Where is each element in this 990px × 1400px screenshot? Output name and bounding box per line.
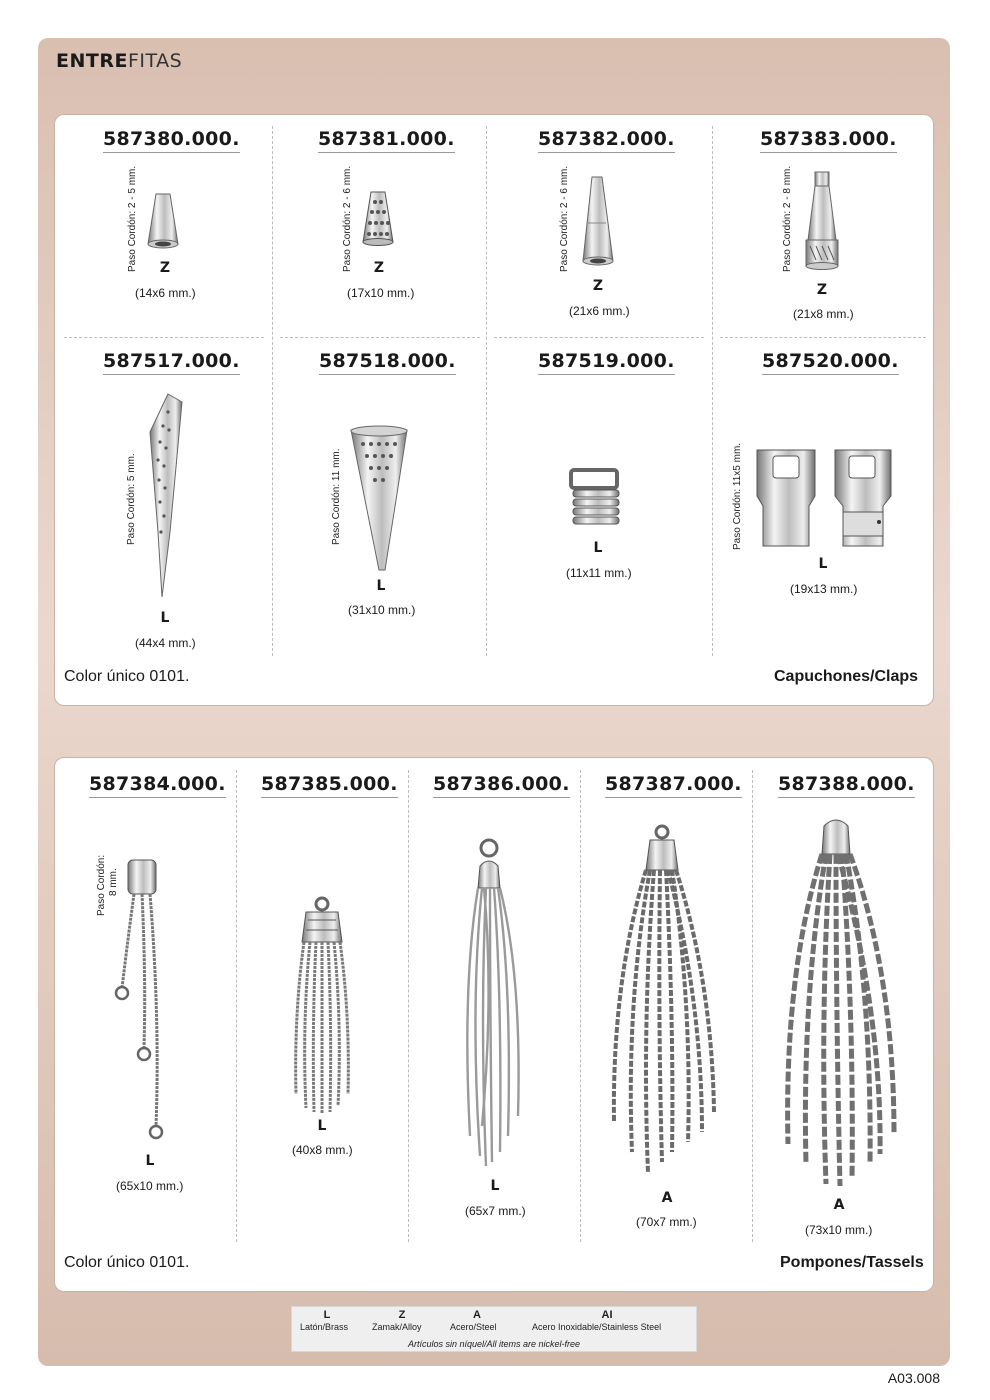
cord-label: Paso Cordón: 2 - 5 mm.	[127, 165, 138, 272]
material-code: L	[317, 1118, 327, 1134]
separator	[408, 770, 409, 1242]
product-code: 587520.000.	[762, 350, 899, 375]
material-code: A	[833, 1197, 845, 1213]
size-label: (70x7 mm.)	[636, 1215, 697, 1229]
category-label: Pompones/Tassels	[780, 1254, 924, 1271]
cord-label: Paso Cordón: 2 - 6 mm.	[559, 165, 570, 272]
size-label: (14x6 mm.)	[135, 286, 196, 300]
legend-abbr: AI	[601, 1309, 613, 1321]
material-code: Z	[592, 278, 604, 294]
legend-name: Zamak/Alloy	[372, 1322, 422, 1332]
product-code: 587381.000.	[318, 128, 455, 153]
product-code: 587386.000.	[433, 773, 570, 798]
filigree-cap-image	[360, 190, 396, 250]
chain-pendant-image	[112, 858, 172, 1148]
separator	[64, 337, 264, 338]
brand-light: FITAS	[127, 50, 183, 72]
long-perforated-cap-image	[146, 392, 186, 602]
cord-label-line1: Paso Cordón:	[96, 854, 107, 916]
tall-cone-cap-image	[580, 175, 616, 269]
product-code: 587380.000.	[103, 128, 240, 153]
material-code: L	[145, 1153, 155, 1169]
product-code: 587517.000.	[103, 350, 240, 375]
large-link-tassel-image	[776, 814, 908, 1192]
legend-name: Latón/Brass	[300, 1322, 349, 1332]
material-code: L	[818, 556, 828, 572]
material-code: L	[593, 540, 603, 556]
product-code: 587388.000.	[778, 773, 915, 798]
cord-label: Paso Cordón: 11 mm.	[331, 448, 342, 545]
color-note: Color único 0101.	[64, 1254, 190, 1271]
page-number: A03.008	[887, 1370, 940, 1386]
legend-note: Artículos sin níquel/All items are nickel-free	[407, 1339, 581, 1349]
separator	[712, 126, 713, 656]
separator	[280, 337, 480, 338]
size-label: (19x13 mm.)	[790, 582, 858, 596]
product-code: 587383.000.	[760, 128, 897, 153]
cord-label: Paso Cordón: 5 mm.	[126, 453, 137, 545]
wide-perforated-cone-image	[349, 424, 411, 574]
material-code: Z	[373, 260, 385, 276]
separator	[236, 770, 237, 1242]
separator	[720, 337, 926, 338]
separator	[752, 770, 753, 1242]
brand-bold: ENTRE	[56, 50, 128, 72]
cord-label: Paso Cordón: 2 - 6 mm.	[342, 165, 353, 272]
size-label: (21x8 mm.)	[793, 307, 854, 321]
snake-chain-tassel-image	[456, 836, 536, 1172]
size-label: (40x8 mm.)	[292, 1143, 353, 1157]
separator	[580, 770, 581, 1242]
product-code: 587387.000.	[605, 773, 742, 798]
separator	[486, 126, 487, 656]
cord-label-line2: 8 mm.	[108, 868, 119, 896]
material-legend	[291, 1306, 697, 1352]
cone-cap-image	[146, 192, 180, 252]
size-label: (21x6 mm.)	[569, 304, 630, 318]
legend-abbr: L	[323, 1309, 331, 1321]
category-label: Capuchones/Claps	[774, 668, 919, 685]
brand-title	[56, 50, 182, 72]
material-code: A	[661, 1190, 673, 1206]
material-code: L	[490, 1178, 500, 1194]
color-note: Color único 0101.	[64, 668, 190, 685]
curb-chain-tassel-image	[602, 822, 732, 1182]
size-label: (73x10 mm.)	[805, 1223, 873, 1237]
legend-abbr: Z	[398, 1309, 406, 1321]
legend-name: Acero/Steel	[450, 1322, 497, 1332]
product-code: 587382.000.	[538, 128, 675, 153]
ribbed-clasp-image	[567, 468, 623, 526]
cord-label: Paso Cordón: 11x5 mm.	[732, 442, 743, 550]
separator	[494, 337, 704, 338]
size-label: (11x11 mm.)	[566, 566, 632, 580]
size-label: (17x10 mm.)	[347, 286, 415, 300]
size-label: (65x10 mm.)	[116, 1179, 184, 1193]
cord-label: Paso Cordón: 2 - 8 mm.	[782, 165, 793, 272]
separator	[272, 126, 273, 656]
size-label: (44x4 mm.)	[135, 636, 196, 650]
material-code: L	[160, 610, 170, 626]
product-code: 587518.000.	[319, 350, 456, 375]
material-code: Z	[816, 282, 828, 298]
product-code: 587385.000.	[261, 773, 398, 798]
size-label: (65x7 mm.)	[465, 1204, 526, 1218]
product-code: 587384.000.	[89, 773, 226, 798]
ornate-cap-image	[802, 170, 842, 274]
product-code: 587519.000.	[538, 350, 675, 375]
legend-abbr: A	[473, 1309, 481, 1321]
short-chain-tassel-image	[282, 894, 362, 1116]
flat-cord-end-image	[751, 446, 901, 550]
legend-name: Acero Inoxidable/Stainless Steel	[532, 1322, 662, 1332]
material-code: L	[376, 578, 386, 594]
material-code: Z	[159, 260, 171, 276]
size-label: (31x10 mm.)	[348, 603, 416, 617]
